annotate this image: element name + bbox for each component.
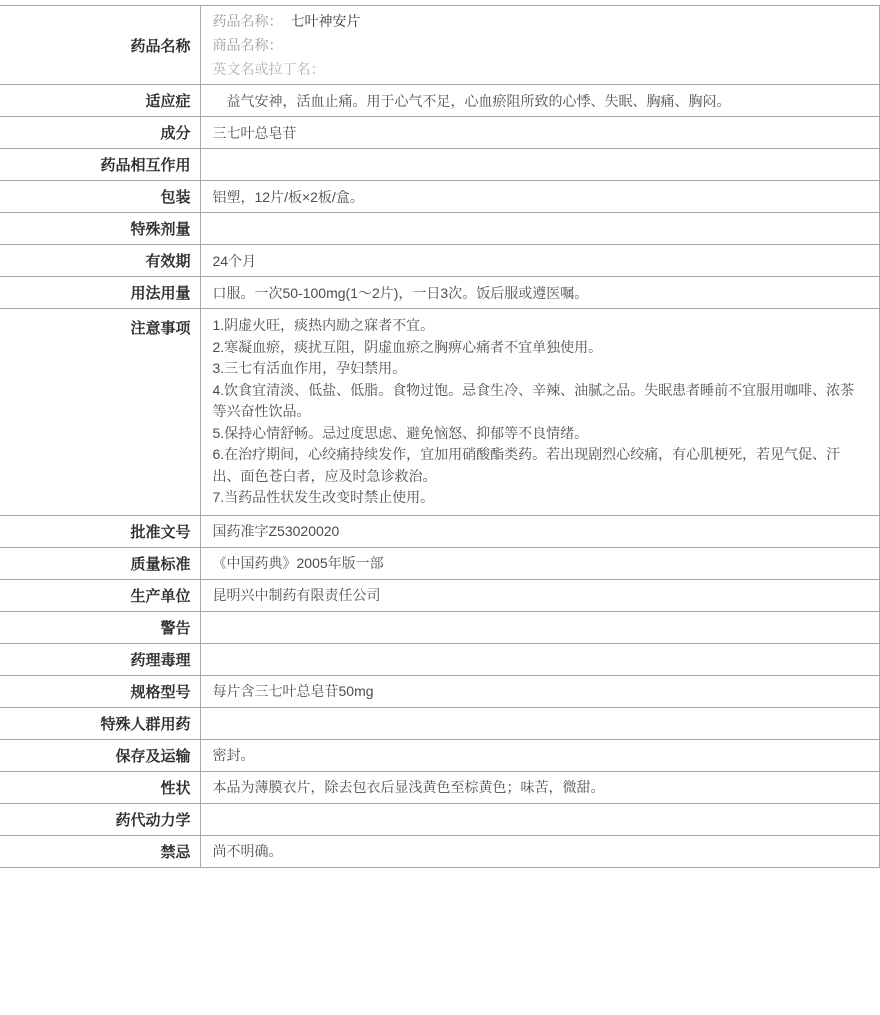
- row-label: 批准文号: [0, 515, 200, 547]
- row-value: 益气安神，活血止痛。用于心气不足，心血瘀阻所致的心悸、失眠、胸痛、胸闷。: [200, 85, 880, 117]
- row-label: 药代动力学: [0, 803, 200, 835]
- table-row: [0, 277, 880, 309]
- note-line: 7.当药品性状发生改变时禁止使用。: [212, 489, 435, 505]
- row-label: 包装: [0, 181, 200, 213]
- drug-name-value: 七叶神安片: [290, 13, 361, 29]
- row-label: 特殊人群用药: [0, 707, 200, 739]
- note-line: 1.阴虚火旺，痰热内励之寐者不宜。: [212, 317, 435, 333]
- row-label: 性状: [0, 771, 200, 803]
- row-value: 每片含三七叶总皂苷50mg: [200, 675, 880, 707]
- row-label: 警告: [0, 611, 200, 643]
- row-value: [200, 707, 880, 739]
- row-value: 三七叶总皂苷: [200, 117, 880, 149]
- row-label: 用法用量: [0, 277, 200, 309]
- row-value: 本品为薄膜衣片，除去包衣后显浅黄色至棕黄色；味苦，微甜。: [200, 771, 880, 803]
- table-row: [0, 181, 880, 213]
- row-label: 保存及运输: [0, 739, 200, 771]
- table-row: [0, 547, 880, 579]
- row-value: [200, 803, 880, 835]
- table-row: [0, 149, 880, 181]
- table-row: [0, 213, 880, 245]
- note-line: 5.保持心情舒畅。忌过度思虑、避免恼怒、抑郁等不良情绪。: [212, 424, 589, 441]
- table-row: [0, 707, 880, 739]
- row-value: 国药准字Z53020020: [200, 515, 880, 547]
- row-label: 生产单位: [0, 579, 200, 611]
- table-row: [0, 579, 880, 611]
- row-label: 禁忌: [0, 835, 200, 867]
- table-row: [0, 803, 880, 835]
- row-value: 铝塑，12片/板×2板/盒。: [200, 181, 880, 213]
- row-value: [200, 6, 880, 85]
- note-line: 2.寒凝血瘀，痰扰互阻，阴虚血瘀之胸痹心痛者不宜单独使用。: [212, 338, 603, 355]
- row-value: 24个月: [200, 245, 880, 277]
- table-row: [0, 515, 880, 547]
- table-row: [0, 835, 880, 867]
- table-row: [0, 245, 880, 277]
- drug-table-body: [0, 6, 880, 868]
- field-name: 商品名称：: [212, 37, 283, 53]
- row-label: 药品名称: [0, 6, 200, 85]
- row-label: 质量标准: [0, 547, 200, 579]
- row-value: [200, 643, 880, 675]
- table-row: [0, 309, 880, 516]
- row-value: 密封。: [200, 739, 880, 771]
- note-line: 6.在治疗期间，心绞痛持续发作，宜加用硝酸酯类药。若出现剧烈心绞痛，有心肌梗死，若见气促、汗出、面色苍白者，应及时急诊救治。: [212, 446, 841, 484]
- table-row-drug-name: [0, 6, 880, 85]
- table-row: [0, 643, 880, 675]
- row-value: [200, 309, 880, 516]
- row-label: 注意事项: [0, 309, 200, 516]
- row-value: 口服。一次50-100mg(1～2片)，一日3次。饭后服或遵医嘱。: [200, 277, 880, 309]
- row-value: [200, 611, 880, 643]
- row-value: 昆明兴中制药有限责任公司: [200, 579, 880, 611]
- drug-info-page: [0, 5, 880, 868]
- row-value: 《中国药典》2005年版一部: [200, 547, 880, 579]
- row-label: 有效期: [0, 245, 200, 277]
- row-value: [200, 149, 880, 181]
- note-line: 4.饮食宜清淡、低盐、低脂。食物过饱。忌食生冷、辛辣、油腻之品。失眠患者睡前不宜服用咖啡、浓茶等兴奋性饮品。: [212, 381, 855, 419]
- drug-info-table: [0, 5, 880, 868]
- english-name-line: [213, 57, 865, 81]
- row-value: [200, 213, 880, 245]
- row-label: 药理毒理: [0, 643, 200, 675]
- trade-name-line: [213, 33, 865, 57]
- row-value: 尚不明确。: [200, 835, 880, 867]
- table-row: [0, 117, 880, 149]
- row-label: 规格型号: [0, 675, 200, 707]
- table-row: [0, 739, 880, 771]
- field-name: 英文名或拉丁名：: [212, 61, 325, 77]
- table-row: [0, 85, 880, 117]
- table-row: [0, 675, 880, 707]
- table-row: [0, 771, 880, 803]
- row-label: 成分: [0, 117, 200, 149]
- table-row: [0, 611, 880, 643]
- row-label: 特殊剂量: [0, 213, 200, 245]
- row-label: 适应症: [0, 85, 200, 117]
- note-line: 3.三七有活血作用，孕妇禁用。: [212, 360, 407, 376]
- row-label: 药品相互作用: [0, 149, 200, 181]
- drug-name-line: [213, 9, 865, 33]
- field-name: 药品名称：: [212, 13, 283, 29]
